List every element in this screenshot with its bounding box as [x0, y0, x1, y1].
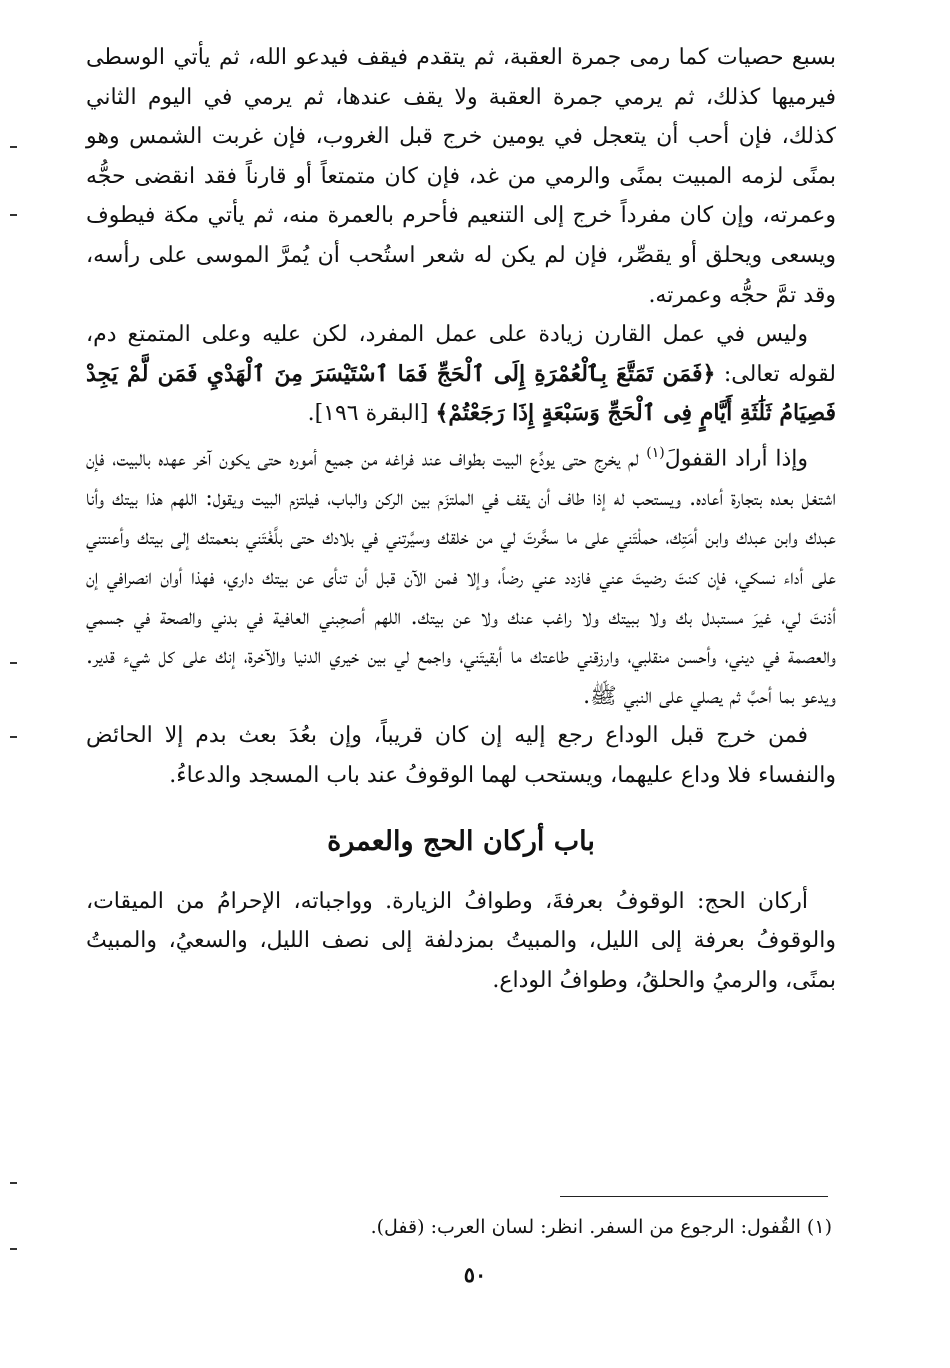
page-number: ٥٠	[463, 1262, 487, 1287]
margin-mark	[10, 736, 17, 738]
margin-mark	[10, 1248, 17, 1250]
verse-reference: [البقرة ١٩٦].	[307, 401, 436, 427]
paragraph-1: بسبع حصيات كما رمى جمرة العقبة، ثم يتقدم فيقف فيدعو الله، ثم يأتي الوسطى فيرميها كذلك، ثم يرمي جمرة العقبة ولا يقف عندها، ثم يرمي في اليوم الثاني كذلك، فإن أحب أن يتعجل في يومين خرج قبل الغروب، فإن غربت الشمس وهو بمنًى لزمه المبيت بمنًى والرمي من غد، فإن كان متمتعاً أو قارناً فقد انقضى حجُّه وعمرته، وإن كان مفرداً خرج إلى التنعيم فأحرم بالعمرة منه، ثم يأتي مكة فيطوف ويسعى ويحلق أو يقصِّر، فإن لم يكن له شعر استُحب أن يُمرَّ الموسى على رأسه، وقد تمَّ حجُّه وعمرته.	[86, 45, 836, 308]
paragraph-2	[86, 315, 836, 434]
paragraph-2-text: وليس في عمل القارن زيادة على عمل المفرد، لكن عليه وعلى المتمتع دم، لقوله تعالى:	[86, 322, 836, 387]
margin-mark	[10, 146, 17, 148]
footnote: (١) القُفول: الرجوع من السفر. انظر: لسان العرب: (قفل).	[370, 1216, 832, 1238]
main-text	[86, 38, 836, 1000]
paragraph-5: أركان الحج: الوقوفُ بعرفةَ، وطوافُ الزيارة. وواجباته، الإحرامُ من الميقات، والوقوفُ بعرفة إلى الليل، والمبيتُ بمزدلفة إلى نصف الليل، والسعيُ، والمبيتُ بمنًى، والرميُ والحلقُ، وطوافُ الوداع.	[86, 888, 836, 993]
paragraph-4: فمن خرج قبل الوداع رجع إليه إن كان قريباً، وإن بعُدَ بعث بدم إلا الحائض والنفساء فلا وداع عليهما، ويستحب لهما الوقوفُ عند باب المسجد والدعاءُ.	[86, 723, 836, 789]
footnote-divider	[560, 1196, 828, 1197]
quran-verse: ﴿فَمَن تَمَتَّعَ بِٱلْعُمْرَةِ إِلَى ٱلْحَجِّ فَمَا ٱسْتَيْسَرَ مِنَ ٱلْهَدْيِ فَمَن لَّمْ يَجِدْ فَصِيَامُ ثَلَٰثَةِ أَيَّامٍ فِى ٱلْحَجِّ وَسَبْعَةٍ إِذَا رَجَعْتُمْ﴾	[86, 360, 836, 427]
footnote-marker: (١)	[646, 444, 665, 461]
margin-mark	[10, 662, 17, 664]
margin-mark	[10, 1182, 17, 1184]
paragraph-3	[86, 434, 836, 716]
section-heading: باب أركان الحج والعمرة	[327, 825, 595, 857]
margin-mark	[10, 214, 17, 216]
paragraph-3-intro: وإذا أراد القفولَ	[664, 446, 808, 472]
paragraph-3-text: لم يخرج حتى يودِّع البيت بطواف عند فراغه من جميع أموره حتى يكون آخر عهده بالبيت، فإن اشتغل بعده بتجارة أعاده. ويستحب له إذا طاف أن يقف في الملتزَم بين الركن والباب، فيلتزم البيت ويقول: اللهم هذا بيتك وأنا عبدك وابن عبدك وابن أمَتِك، حملْتَني على ما سخَّرتَ لي من خلقك وسيَّرتني في بلادك حتى بلَّغْتَني بنعمتك إلى بيتك وأعنتني على أداء نسكي، فإن كنتَ رضيتَ عني فازدد عني رضاً، وإلا فمن الآن قبل أن تنأى عن بيتك داري، فهذا أوان انصرافي إن أذنتَ لي، غيرَ مستبدل بك ولا ببيتك ولا راغب عنك ولا عن بيتك. اللهم أصحِبني العافية في بدني والصحة في جسمي والعصمة في ديني، وأحسن منقلبي، وارزقني طاعتك ما أبقيتَني، واجمع لي بين خيري الدنيا والآخرة، إنك على كل شيء قدير. ويدعو بما أحبَّ ثم يصلي على النبي ﷺ.	[86, 446, 836, 709]
